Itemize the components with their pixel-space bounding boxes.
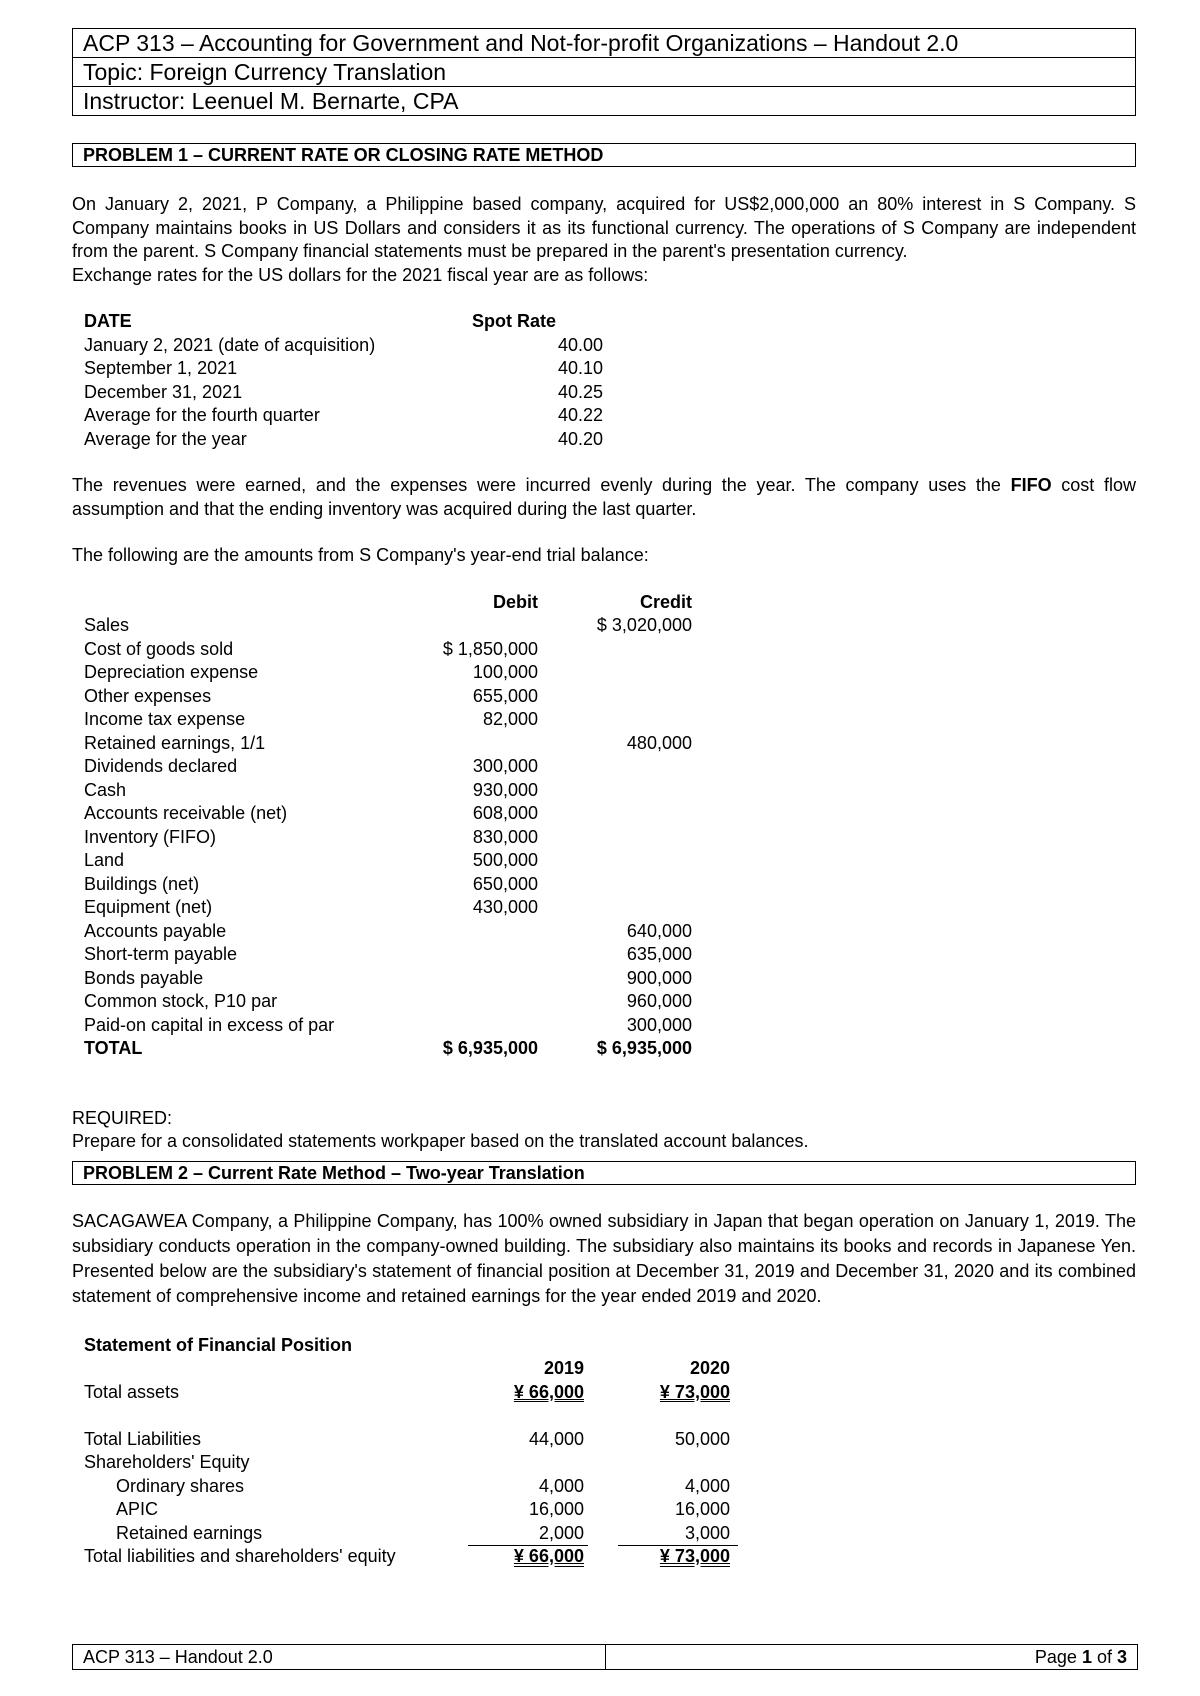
- problem2-intro: SACAGAWEA Company, a Philippine Company, has 100% owned subsidiary in Japan that began operation on January 1, 2019. The subsidiary conducts operation in the company-owned building. The subsidiary also maintains its books and records in Japanese Yen. Presented below are the subsidiary's statement of financial position at December 31, 2019 and December 31, 2020 and its combined statement of comprehensive income and retained earnings for the year ended 2019 and 2020.: [72, 1210, 1136, 1306]
- tb-account: Buildings (net): [84, 873, 200, 894]
- equity-2020: 4,000: [684, 1475, 730, 1496]
- rate-date: January 2, 2021 (date of acquisition): [84, 334, 376, 355]
- tb-account: Depreciation expense: [84, 662, 259, 682]
- rates-header-date: DATE: [84, 311, 132, 331]
- tb-credit: 300,000: [626, 1014, 692, 1035]
- trial-balance-intro: The following are the amounts from S Company's year-end trial balance:: [72, 545, 649, 565]
- fifo-bold: FIFO: [1010, 475, 1052, 495]
- total-assets-row: [72, 1381, 1136, 1405]
- tb-row: [72, 755, 1136, 779]
- problem2-title: PROBLEM 2 – Current Rate Method – Two-year Translation: [72, 1161, 1136, 1185]
- tb-row: [72, 896, 1136, 920]
- rates-header-rate: Spot Rate: [472, 311, 557, 331]
- year-2019: 2019: [543, 1358, 584, 1378]
- rate-value: 40.00: [557, 334, 603, 355]
- equity-2020: 16,000: [674, 1499, 730, 1519]
- tb-row: [72, 873, 1136, 897]
- tb-total-row: [72, 1037, 1136, 1061]
- rate-date: Average for the fourth quarter: [84, 405, 320, 425]
- course-title: ACP 313 – Accounting for Government and Not-for-profit Organizations – Handout 2.0: [83, 30, 959, 56]
- tb-account: Dividends declared: [84, 756, 238, 776]
- financial-position-table: [72, 1334, 1136, 1569]
- equity-label: Shareholders' Equity: [84, 1452, 250, 1472]
- tb-row: [72, 920, 1136, 944]
- tb-account: Equipment (net): [84, 897, 213, 917]
- tb-total-label: TOTAL: [84, 1038, 143, 1058]
- exchange-rates-table: [72, 310, 1136, 451]
- tb-account: Accounts payable: [84, 920, 227, 941]
- sfp-title: Statement of Financial Position: [84, 1334, 353, 1355]
- tb-account: Income tax expense: [84, 709, 246, 729]
- tb-debit: 650,000: [472, 873, 538, 894]
- tb-debit: 500,000: [472, 850, 538, 870]
- tb-debit: 655,000: [472, 685, 538, 706]
- total-liabilities-row: [72, 1428, 1136, 1452]
- tb-row: [72, 990, 1136, 1014]
- tb-debit: 930,000: [472, 779, 538, 800]
- tb-row: [72, 1014, 1136, 1038]
- tb-row: [72, 779, 1136, 803]
- tb-row: [72, 849, 1136, 873]
- total-pages: 3: [1116, 1647, 1127, 1667]
- rate-row: [72, 404, 1136, 428]
- tb-row: [72, 614, 1136, 638]
- tb-header-row: [72, 591, 1136, 615]
- rate-row: [72, 428, 1136, 452]
- rate-date: Average for the year: [84, 428, 247, 449]
- current-page: 1: [1081, 1647, 1092, 1667]
- tb-total-debit: $ 6,935,000: [442, 1038, 538, 1058]
- total-le-label: Total liabilities and shareholders' equity: [84, 1546, 396, 1566]
- tb-credit: 635,000: [626, 944, 692, 964]
- equity-row: [72, 1498, 1136, 1522]
- tb-debit: $ 1,850,000: [442, 638, 538, 659]
- equity-item-label: Ordinary shares: [116, 1475, 245, 1496]
- equity-item-label: Retained earnings: [116, 1522, 263, 1543]
- rates-intro: Exchange rates for the US dollars for the 2021 fiscal year are as follows:: [72, 264, 649, 285]
- equity-2019: 2,000: [538, 1522, 584, 1543]
- tb-account: Sales: [84, 615, 130, 635]
- page-footer: [72, 1644, 1138, 1670]
- equity-row: [72, 1475, 1136, 1499]
- total-assets-label: Total assets: [84, 1381, 180, 1402]
- trial-balance-table: [72, 591, 1136, 1061]
- rate-row: [72, 381, 1136, 405]
- tb-row: [72, 943, 1136, 967]
- rate-value: 40.22: [557, 405, 603, 425]
- tb-account: Other expenses: [84, 685, 212, 706]
- tb-credit: 640,000: [626, 920, 692, 941]
- total-assets-2019: ¥ 66,000: [513, 1381, 584, 1402]
- tb-row: [72, 708, 1136, 732]
- problem1-title: PROBLEM 1 – CURRENT RATE OR CLOSING RATE METHOD: [72, 143, 1136, 167]
- rate-value: 40.20: [557, 428, 603, 449]
- tb-account: Bonds payable: [84, 967, 204, 988]
- tb-total-credit: $ 6,935,000: [596, 1038, 692, 1058]
- tb-account: Accounts receivable (net): [84, 803, 288, 823]
- tb-credit: 960,000: [626, 991, 692, 1011]
- tb-debit: 300,000: [472, 756, 538, 776]
- equity-label-row: [72, 1451, 1136, 1475]
- total-liabilities-2020: 50,000: [674, 1428, 730, 1449]
- required-label: REQUIRED:: [72, 1107, 173, 1128]
- tb-account: Common stock, P10 par: [84, 991, 278, 1011]
- tb-credit: $ 3,020,000: [596, 615, 692, 635]
- tb-credit: 900,000: [626, 967, 692, 988]
- tb-account: Retained earnings, 1/1: [84, 732, 266, 753]
- tb-row: [72, 685, 1136, 709]
- tb-row: [72, 732, 1136, 756]
- tb-row: [72, 638, 1136, 662]
- tb-debit: 100,000: [472, 662, 538, 682]
- rate-value: 40.25: [557, 381, 603, 402]
- tb-row: [72, 826, 1136, 850]
- rate-row: [72, 357, 1136, 381]
- tb-debit: 430,000: [472, 897, 538, 917]
- problem1-intro: On January 2, 2021, P Company, a Philippine based company, acquired for US$2,000,000 an 80% interest in S Company. S Company maintains books in US Dollars and considers it as its functional currency. The operations of S Company are independent from the parent. S Company financial statements must be prepared in the parent's presentation currency.: [72, 194, 1136, 261]
- equity-2020: 3,000: [684, 1522, 730, 1543]
- year-2020: 2020: [689, 1358, 730, 1378]
- tb-account: Inventory (FIFO): [84, 826, 217, 847]
- tb-debit: 830,000: [472, 826, 538, 847]
- handout-page: [72, 28, 1136, 1569]
- instructor-line: Instructor: Leenuel M. Bernarte, CPA: [73, 86, 1135, 115]
- rate-row: [72, 334, 1136, 358]
- document-header: [72, 28, 1136, 116]
- tb-debit: 608,000: [472, 803, 538, 823]
- sfp-years-row: [72, 1357, 1136, 1381]
- topic-line: Topic: Foreign Currency Translation: [73, 57, 1135, 86]
- tb-account: Short-term payable: [84, 944, 238, 964]
- total-liabilities-label: Total Liabilities: [84, 1428, 202, 1449]
- problem1-note: The revenues were earned, and the expenses were incurred evenly during the year. The company uses the FIFO cost flow assumption and that the ending inventory was acquired during the last quarter.: [72, 475, 1136, 519]
- rate-date: December 31, 2021: [84, 381, 243, 402]
- rate-date: September 1, 2021: [84, 358, 238, 378]
- total-le-2019: ¥ 66,000: [513, 1546, 584, 1566]
- total-assets-2020: ¥ 73,000: [659, 1381, 730, 1402]
- total-le-2020: ¥ 73,000: [659, 1546, 730, 1566]
- equity-2019: 16,000: [528, 1499, 584, 1519]
- page-indicator: Page 1 of 3: [1034, 1647, 1127, 1667]
- tb-row: [72, 967, 1136, 991]
- tb-credit: 480,000: [626, 732, 692, 753]
- footer-doc-label: ACP 313 – Handout 2.0: [83, 1647, 273, 1667]
- tb-header-credit: Credit: [639, 591, 692, 612]
- tb-account: Land: [84, 850, 125, 870]
- tb-account: Paid-on capital in excess of par: [84, 1014, 335, 1035]
- tb-account: Cost of goods sold: [84, 638, 234, 659]
- tb-row: [72, 661, 1136, 685]
- equity-2019: 4,000: [538, 1475, 584, 1496]
- total-le-row: [72, 1545, 1136, 1569]
- tb-account: Cash: [84, 779, 127, 800]
- total-liabilities-2019: 44,000: [528, 1428, 584, 1449]
- equity-item-label: APIC: [116, 1499, 159, 1519]
- sfp-title-row: [72, 1334, 1136, 1358]
- tb-row: [72, 802, 1136, 826]
- rates-header-row: [72, 310, 1136, 334]
- tb-debit: 82,000: [482, 709, 538, 729]
- equity-row: [72, 1522, 1136, 1546]
- required-text: Prepare for a consolidated statements workpaper based on the translated account balances.: [72, 1131, 809, 1151]
- rate-value: 40.10: [557, 358, 603, 378]
- tb-header-debit: Debit: [493, 591, 538, 612]
